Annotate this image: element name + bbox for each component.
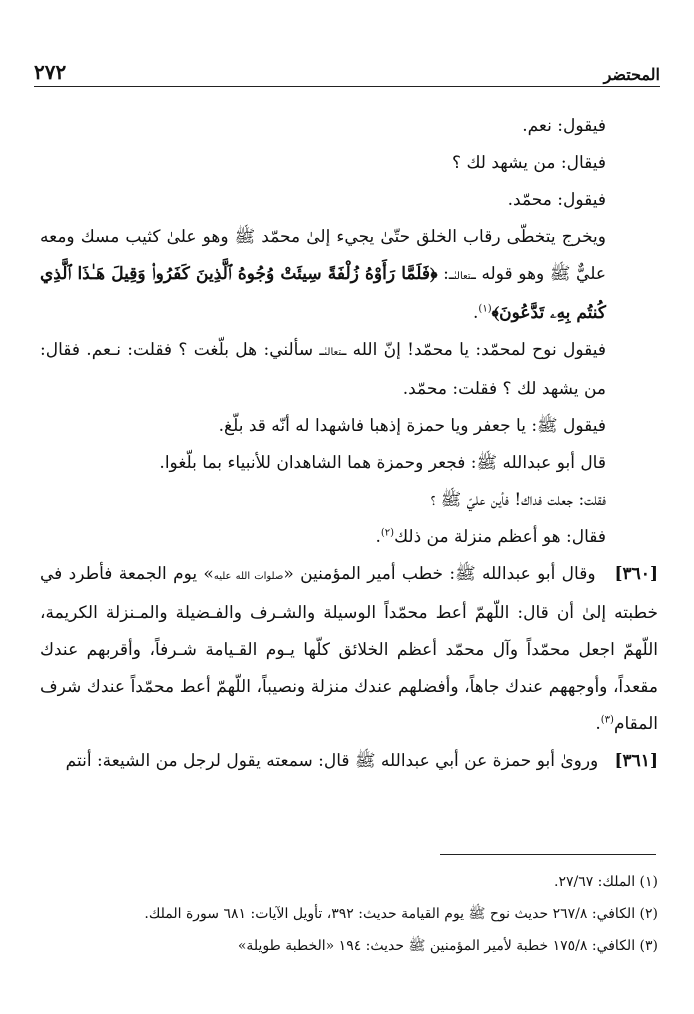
text-run: ـ سألني: هل بلّغت ؟ فقلت: نـعم. فقال: من يشهد لك ؟ فقلت: محمّد. xyxy=(40,340,606,399)
paragraph: فيقال: من يشهد لك ؟ xyxy=(452,153,606,173)
footnotes xyxy=(40,866,658,962)
footnote-ref: (١) xyxy=(478,303,492,315)
text-run: . xyxy=(473,303,479,323)
text-run: وروىٰ أبو حمزة عن أبي عبدالله ﷺ قال: سمعته يقول لرجل من الشيعة: أنتم xyxy=(65,751,599,771)
paragraph xyxy=(40,519,658,556)
paragraph xyxy=(40,743,658,780)
footnote-rule xyxy=(440,854,656,855)
text-run: فيقول نوح لمحمّد: يا محمّد! إنّ الله ـ xyxy=(341,340,606,360)
text-run: وقال أبو عبدالله ﷺ: خطب أمير المؤمنين « xyxy=(283,564,596,584)
paragraph xyxy=(40,556,658,743)
paragraph: فيقول: محمّد. xyxy=(507,190,606,210)
paragraph: قال أبو عبدالله ﷺ: فجعر وحمزة هما الشاهدان للأنبياء بما بلّغوا. xyxy=(159,453,606,473)
footnote-ref: (٣) xyxy=(600,714,614,726)
main-text xyxy=(40,108,658,780)
paragraph: فقلت: جعلت فداك! فأين عليّ ﷺ ؟ xyxy=(430,490,606,510)
paragraph xyxy=(40,332,658,408)
text-run: ويخرج يتخطّى رقاب الخلق حتّىٰ يجيء إلىٰ محمّد ﷺ وهو علىٰ كثيب مسك ومعه عليٌّ ﷺ وهو قوله ـ xyxy=(40,227,606,284)
paragraph: فيقول ﷺ: يا جعفر ويا حمزة إذهبا فاشهدا له أنّه قد بلّغ. xyxy=(218,416,606,436)
footnote: (٢) الكافي: ٢٦٧/٨ حديث نوح ﷺ يوم القيامة حديث: ٣٩٢، تأويل الآيات: ٦٨١ سورة الملك. xyxy=(144,906,658,922)
footnote-ref: (٢) xyxy=(380,527,395,539)
paragraph xyxy=(40,219,658,332)
honorific: صلوات الله عليه xyxy=(213,571,284,582)
text-run: . xyxy=(375,527,381,547)
text-run: فقال: هو أعظم منزلة من ذلك xyxy=(394,527,606,547)
honorific: تعالىٰ xyxy=(324,347,342,358)
paragraph: فيقول: نعم. xyxy=(522,116,606,136)
page-number: ٢٧٢ xyxy=(34,60,67,84)
text-run: . xyxy=(595,714,601,734)
header-rule xyxy=(34,86,660,87)
quran-verse: ﴿فَلَمَّا رَأَوْهُ زُلْفَةً سِيئَتْ وُجُوهُ ٱلَّذِينَ كَفَرُوا۟ وَقِيلَ هَـٰذَا ٱلَّذِي كُنتُم بِهِۦ تَدَّعُونَ﴾ xyxy=(40,264,606,323)
footnote: (١) الملك: ٢٧/٦٧. xyxy=(553,874,658,890)
hadith-number: [٣٦١] xyxy=(614,751,658,771)
running-title: المحتضر xyxy=(603,65,660,84)
honorific: تعالىٰ xyxy=(453,271,471,282)
page-header xyxy=(34,58,660,84)
footnote: (٣) الكافي: ١٧٥/٨ خطبة لأمير المؤمنين ﷺ حديث: ١٩٤ «الخطبة طويلة» xyxy=(237,938,658,954)
text-run: » يوم الجمعة فأطرد في خطبته إلىٰ أن قال: اللّهمّ أعط محمّداً الوسيلة والشـرف والفـضيلة والمـنزلة الكريمة، اللّهمّ اجعل محمّداً وآل محمّد أعظم الخلائق كلّها يـوم القـيامة شـرفاً، وأقربهم عندك مقعداً، وأوجههم عندك جاهاً، وأفضلهم عندك منزلة ونصيباً، اللّهمّ أعط محمّداً عندك شرف المقام xyxy=(40,564,658,734)
text-run: ـ: xyxy=(443,264,454,284)
hadith-number: [٣٦٠] xyxy=(614,564,658,584)
